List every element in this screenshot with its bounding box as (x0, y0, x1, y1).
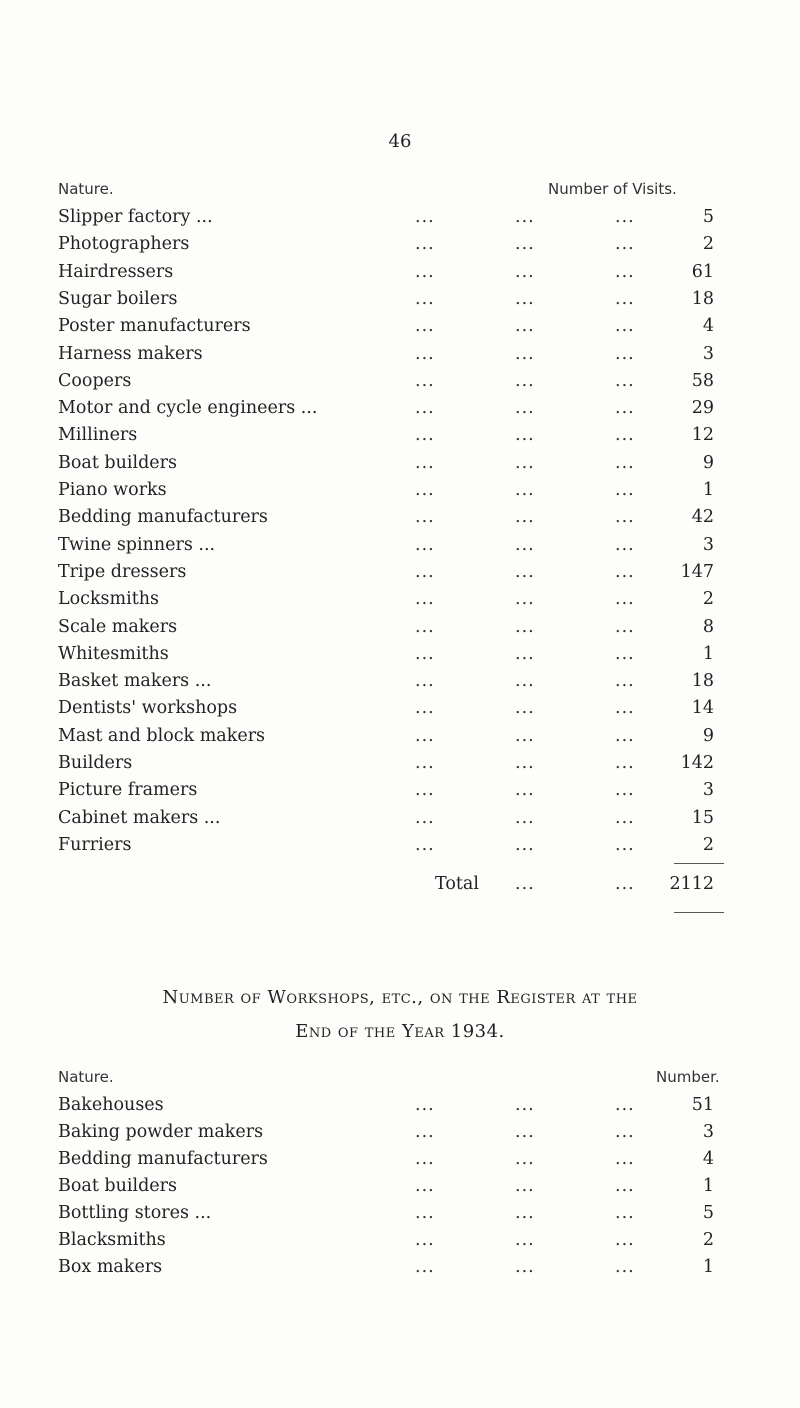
row-leader-dots: ... (615, 807, 635, 828)
table-row (0, 398, 800, 424)
row-nature: Scale makers (58, 616, 178, 637)
row-leader-dots: ... (415, 807, 435, 828)
row-value: 15 (691, 807, 714, 828)
table-row (0, 1149, 800, 1175)
row-nature: Mast and block makers (58, 725, 266, 746)
row-nature: Boat builders (58, 452, 177, 473)
visits-col-nature: Nature. (58, 180, 114, 198)
row-leader-dots: ... (615, 1095, 635, 1115)
row-nature: Locksmiths (58, 589, 160, 610)
table-row (0, 1176, 800, 1202)
row-leader-dots: ... (515, 589, 535, 610)
row-leader-dots: ... (615, 398, 635, 419)
row-value: 42 (691, 507, 714, 528)
table-row (0, 453, 800, 479)
row-value: 4 (702, 316, 714, 337)
row-leader-dots: ... (415, 725, 435, 746)
row-value: 4 (702, 1149, 714, 1169)
row-nature: Hairdressers (58, 261, 174, 282)
row-leader-dots: ... (515, 561, 535, 582)
row-leader-dots: ... (515, 425, 535, 446)
row-leader-dots: ... (615, 480, 635, 500)
row-leader-dots: ... (615, 753, 635, 773)
table-row (0, 344, 800, 370)
row-nature: Milliners (58, 425, 138, 446)
row-leader-dots: ... (615, 561, 635, 582)
row-nature: Furriers (58, 834, 132, 855)
row-leader-dots: ... (615, 343, 635, 364)
row-leader-dots: ... (515, 1095, 535, 1115)
row-leader-dots: ... (615, 1230, 635, 1250)
row-value: 3 (702, 1122, 714, 1142)
total-value: 2112 (669, 874, 714, 894)
row-leader-dots: ... (515, 398, 535, 419)
row-value: 8 (702, 616, 714, 637)
row-leader-dots: ... (515, 288, 535, 309)
table-row (0, 753, 800, 779)
table-row (0, 726, 800, 752)
total-label: Total (435, 874, 479, 894)
row-nature: Box makers (58, 1257, 163, 1277)
register-heading-line2: End of the Year 1934. (295, 1021, 505, 1042)
row-leader-dots: ... (615, 725, 635, 746)
row-value: 61 (691, 261, 714, 282)
register-col-number: Number. (656, 1068, 720, 1086)
row-leader-dots: ... (615, 780, 635, 801)
row-nature: Baking powder makers (58, 1122, 264, 1142)
row-leader-dots: ... (515, 316, 535, 337)
row-leader-dots: ... (415, 398, 435, 419)
row-leader-dots: ... (515, 1230, 535, 1250)
row-value: 1 (702, 1176, 714, 1196)
row-leader-dots: ... (615, 370, 635, 391)
row-leader-dots: ... (415, 288, 435, 309)
row-value: 1 (702, 480, 714, 500)
total-rule-top (674, 863, 724, 864)
row-value: 9 (702, 452, 714, 473)
row-leader-dots: ... (515, 480, 535, 500)
row-leader-dots: ... (515, 1149, 535, 1169)
table-row (0, 671, 800, 697)
table-row (0, 698, 800, 724)
table-row (0, 1230, 800, 1256)
row-leader-dots: ... (515, 343, 535, 364)
row-value: 9 (702, 725, 714, 746)
register-heading-line1: Number of Workshops, etc., on the Register at the (162, 987, 638, 1008)
row-value: 5 (702, 207, 714, 227)
row-leader-dots: ... (515, 234, 535, 255)
row-nature: Cabinet makers ... (58, 807, 221, 828)
table-row (0, 1095, 800, 1121)
row-leader-dots: ... (615, 834, 635, 855)
row-leader-dots: ... (615, 507, 635, 528)
row-leader-dots: ... (615, 452, 635, 473)
row-leader-dots: ... (615, 616, 635, 637)
row-nature: Bottling stores ... (58, 1203, 212, 1223)
row-leader-dots: ... (515, 534, 535, 555)
row-leader-dots: ... (615, 698, 635, 719)
row-leader-dots: ... (615, 425, 635, 446)
row-leader-dots: ... (615, 1122, 635, 1142)
row-leader-dots: ... (415, 343, 435, 364)
row-leader-dots: ... (515, 671, 535, 692)
table-row (0, 1122, 800, 1148)
row-nature: Bedding manufacturers (58, 1149, 268, 1169)
row-leader-dots: ... (515, 725, 535, 746)
table-row (0, 589, 800, 615)
row-leader-dots: ... (415, 234, 435, 255)
row-leader-dots: ... (415, 698, 435, 719)
total-row (0, 874, 800, 900)
table-row (0, 835, 800, 861)
row-value: 29 (691, 398, 714, 419)
row-nature: Picture framers (58, 780, 198, 801)
row-leader-dots: ... (515, 1176, 535, 1196)
row-value: 51 (691, 1095, 714, 1115)
row-nature: Boat builders (58, 1176, 177, 1196)
row-leader-dots: ... (515, 452, 535, 473)
row-leader-dots: ... (415, 1203, 435, 1223)
row-nature: Builders (58, 753, 133, 773)
row-leader-dots: ... (415, 616, 435, 637)
table-row (0, 507, 800, 533)
row-nature: Tripe dressers (58, 561, 187, 582)
row-leader-dots: ... (415, 671, 435, 692)
row-leader-dots: ... (415, 1257, 435, 1277)
row-value: 2 (702, 834, 714, 855)
row-value: 14 (691, 698, 714, 719)
row-leader-dots: ... (415, 370, 435, 391)
row-leader-dots: ... (515, 698, 535, 719)
table-row (0, 644, 800, 670)
row-leader-dots: ... (615, 534, 635, 555)
row-value: 12 (691, 425, 714, 446)
row-value: 1 (702, 1257, 714, 1277)
row-leader-dots: ... (415, 1176, 435, 1196)
row-leader-dots: ... (415, 1122, 435, 1142)
row-leader-dots: ... (415, 425, 435, 446)
row-leader-dots: ... (615, 316, 635, 337)
row-leader-dots: ... (515, 616, 535, 637)
row-nature: Slipper factory ... (58, 207, 213, 227)
total-dots-2: ... (615, 874, 635, 894)
row-value: 58 (691, 370, 714, 391)
row-leader-dots: ... (515, 207, 535, 227)
row-leader-dots: ... (415, 480, 435, 500)
register-col-nature: Nature. (58, 1068, 114, 1086)
row-leader-dots: ... (615, 288, 635, 309)
row-leader-dots: ... (615, 261, 635, 282)
row-leader-dots: ... (515, 807, 535, 828)
table-row (0, 562, 800, 588)
row-leader-dots: ... (415, 589, 435, 610)
row-leader-dots: ... (615, 589, 635, 610)
row-leader-dots: ... (615, 1149, 635, 1169)
table-row (0, 617, 800, 643)
table-row (0, 808, 800, 834)
table-row (0, 207, 800, 233)
table-row (0, 371, 800, 397)
row-leader-dots: ... (515, 1257, 535, 1277)
row-nature: Blacksmiths (58, 1230, 166, 1250)
table-row (0, 234, 800, 260)
row-nature: Basket makers ... (58, 671, 212, 692)
row-value: 18 (691, 288, 714, 309)
row-leader-dots: ... (515, 753, 535, 773)
row-nature: Whitesmiths (58, 643, 169, 664)
row-value: 3 (702, 780, 714, 801)
row-leader-dots: ... (415, 753, 435, 773)
row-nature: Photographers (58, 234, 190, 255)
row-leader-dots: ... (415, 207, 435, 227)
row-value: 1 (702, 643, 714, 664)
row-nature: Bedding manufacturers (58, 507, 268, 528)
row-leader-dots: ... (615, 643, 635, 664)
row-leader-dots: ... (615, 1176, 635, 1196)
table-row (0, 535, 800, 561)
row-leader-dots: ... (415, 561, 435, 582)
total-rule-bottom (674, 912, 724, 913)
row-leader-dots: ... (515, 261, 535, 282)
row-leader-dots: ... (415, 643, 435, 664)
row-leader-dots: ... (515, 370, 535, 391)
table-row (0, 289, 800, 315)
row-nature: Dentists' workshops (58, 698, 238, 719)
table-row (0, 480, 800, 506)
row-leader-dots: ... (515, 1203, 535, 1223)
row-nature: Harness makers (58, 343, 203, 364)
row-leader-dots: ... (615, 234, 635, 255)
row-leader-dots: ... (415, 261, 435, 282)
table-row (0, 780, 800, 806)
row-nature: Coopers (58, 370, 132, 391)
row-leader-dots: ... (515, 507, 535, 528)
row-leader-dots: ... (615, 1257, 635, 1277)
row-leader-dots: ... (515, 834, 535, 855)
row-value: 142 (680, 753, 714, 773)
page-number: 46 (388, 131, 412, 152)
row-value: 5 (702, 1203, 714, 1223)
row-leader-dots: ... (615, 671, 635, 692)
row-value: 147 (680, 561, 714, 582)
row-nature: Twine spinners ... (58, 534, 216, 555)
row-nature: Bakehouses (58, 1095, 164, 1115)
row-leader-dots: ... (415, 1230, 435, 1250)
table-row (0, 316, 800, 342)
row-nature: Poster manufacturers (58, 316, 251, 337)
table-row (0, 262, 800, 288)
row-leader-dots: ... (515, 643, 535, 664)
row-leader-dots: ... (415, 780, 435, 801)
row-leader-dots: ... (415, 534, 435, 555)
row-value: 2 (702, 1230, 714, 1250)
row-leader-dots: ... (415, 1149, 435, 1169)
table-row (0, 1203, 800, 1229)
row-nature: Motor and cycle engineers ... (58, 398, 318, 419)
visits-col-number: Number of Visits. (548, 180, 677, 198)
row-leader-dots: ... (415, 507, 435, 528)
row-leader-dots: ... (615, 1203, 635, 1223)
row-leader-dots: ... (415, 452, 435, 473)
row-nature: Piano works (58, 480, 167, 500)
row-leader-dots: ... (515, 780, 535, 801)
row-leader-dots: ... (415, 1095, 435, 1115)
row-value: 3 (702, 343, 714, 364)
total-dots: ... (515, 874, 535, 894)
row-leader-dots: ... (515, 1122, 535, 1142)
row-value: 2 (702, 589, 714, 610)
row-leader-dots: ... (415, 834, 435, 855)
row-leader-dots: ... (615, 207, 635, 227)
table-row (0, 1257, 800, 1283)
row-value: 18 (691, 671, 714, 692)
table-row (0, 425, 800, 451)
row-leader-dots: ... (415, 316, 435, 337)
row-nature: Sugar boilers (58, 288, 178, 309)
row-value: 3 (702, 534, 714, 555)
row-value: 2 (702, 234, 714, 255)
